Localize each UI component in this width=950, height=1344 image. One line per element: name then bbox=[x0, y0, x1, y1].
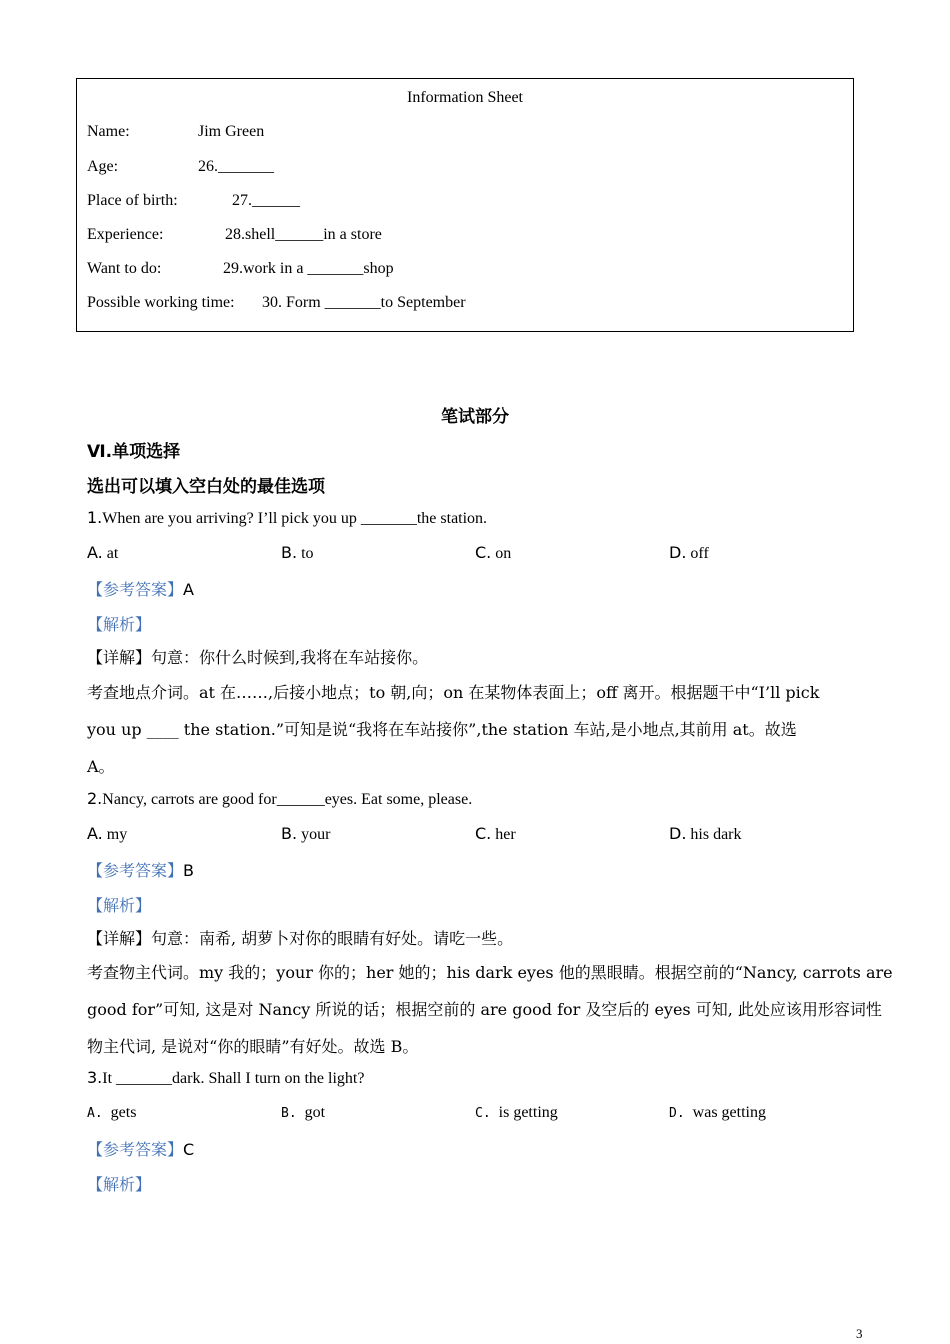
q1-option-a: A. at bbox=[87, 543, 119, 562]
q2-answer: 【参考答案】B bbox=[87, 861, 194, 880]
question-1: 1.When are you arriving? I’ll pick you up _______the station. bbox=[87, 508, 488, 527]
q2-analysis-label: 【解析】 bbox=[87, 896, 152, 915]
part-heading: Ⅵ.单项选择 bbox=[87, 442, 181, 462]
q2-option-a: A. my bbox=[87, 824, 128, 843]
info-sheet-title: Information Sheet bbox=[407, 89, 523, 106]
q2-option-d: D. his dark bbox=[669, 824, 742, 843]
q2-explanation-line-3: 物主代词, 是说对“你的眼睛”有好处。故选 B。 bbox=[87, 1037, 419, 1056]
q1-detail: 【详解】句意：你什么时候到,我将在车站接你。 bbox=[87, 648, 429, 667]
page-number: 3 bbox=[856, 1326, 863, 1341]
q2-explanation-line-2: good for”可知, 这是对 Nancy 所说的话；根据空前的 are good for 及空后的 eyes 可知, 此处应该用形容词性 bbox=[87, 1000, 882, 1019]
q2-detail: 【详解】句意：南希, 胡萝卜对你的眼睛有好处。请吃一些。 bbox=[87, 929, 514, 948]
q3-option-a: A. gets bbox=[87, 1104, 137, 1121]
q2-option-c: C. her bbox=[475, 824, 516, 843]
q2-explanation-line-1: 考查物主代词。my 我的；your 你的；her 她的；his dark eyes 他的黑眼睛。根据空前的“Nancy, carrots are bbox=[87, 963, 893, 982]
q2-option-b: B. your bbox=[281, 824, 331, 843]
question-3: 3.It _______dark. Shall I turn on the light? bbox=[87, 1068, 365, 1087]
q1-option-c: C. on bbox=[475, 543, 512, 562]
information-sheet-box: Information Sheet Name: Jim Green Age: 26._______ Place of birth: 27.______ Experience: 28.shell______in a store Want to do: 29.work in a _______shop Possible working time: 30. Form _______to September bbox=[76, 78, 854, 332]
q1-explanation-line-3: A。 bbox=[87, 757, 115, 776]
q3-option-d: D. was getting bbox=[669, 1104, 766, 1121]
section-title: 笔试部分 bbox=[441, 407, 509, 427]
q1-explanation-line-1: 考查地点介词。at 在……,后接小地点；to 朝,向；on 在某物体表面上；off 离开。根据题干中“I’ll pick bbox=[87, 683, 820, 702]
q3-option-b: B. got bbox=[281, 1104, 326, 1121]
question-2: 2.Nancy, carrots are good for______eyes. Eat some, please. bbox=[87, 789, 473, 808]
q1-option-d: D. off bbox=[669, 543, 709, 562]
q1-explanation-line-2: you up ____ the station.”可知是说“我将在车站接你”,the station 车站,是小地点,其前用 at。故选 bbox=[87, 720, 797, 739]
q3-answer: 【参考答案】C bbox=[87, 1140, 195, 1159]
instruction-heading: 选出可以填入空白处的最佳选项 bbox=[87, 477, 325, 497]
q1-option-b: B. to bbox=[281, 543, 314, 562]
q1-analysis-label: 【解析】 bbox=[87, 615, 152, 634]
q3-analysis-label: 【解析】 bbox=[87, 1175, 152, 1194]
q3-option-c: C. is getting bbox=[475, 1104, 558, 1121]
q1-answer: 【参考答案】A bbox=[87, 580, 194, 599]
